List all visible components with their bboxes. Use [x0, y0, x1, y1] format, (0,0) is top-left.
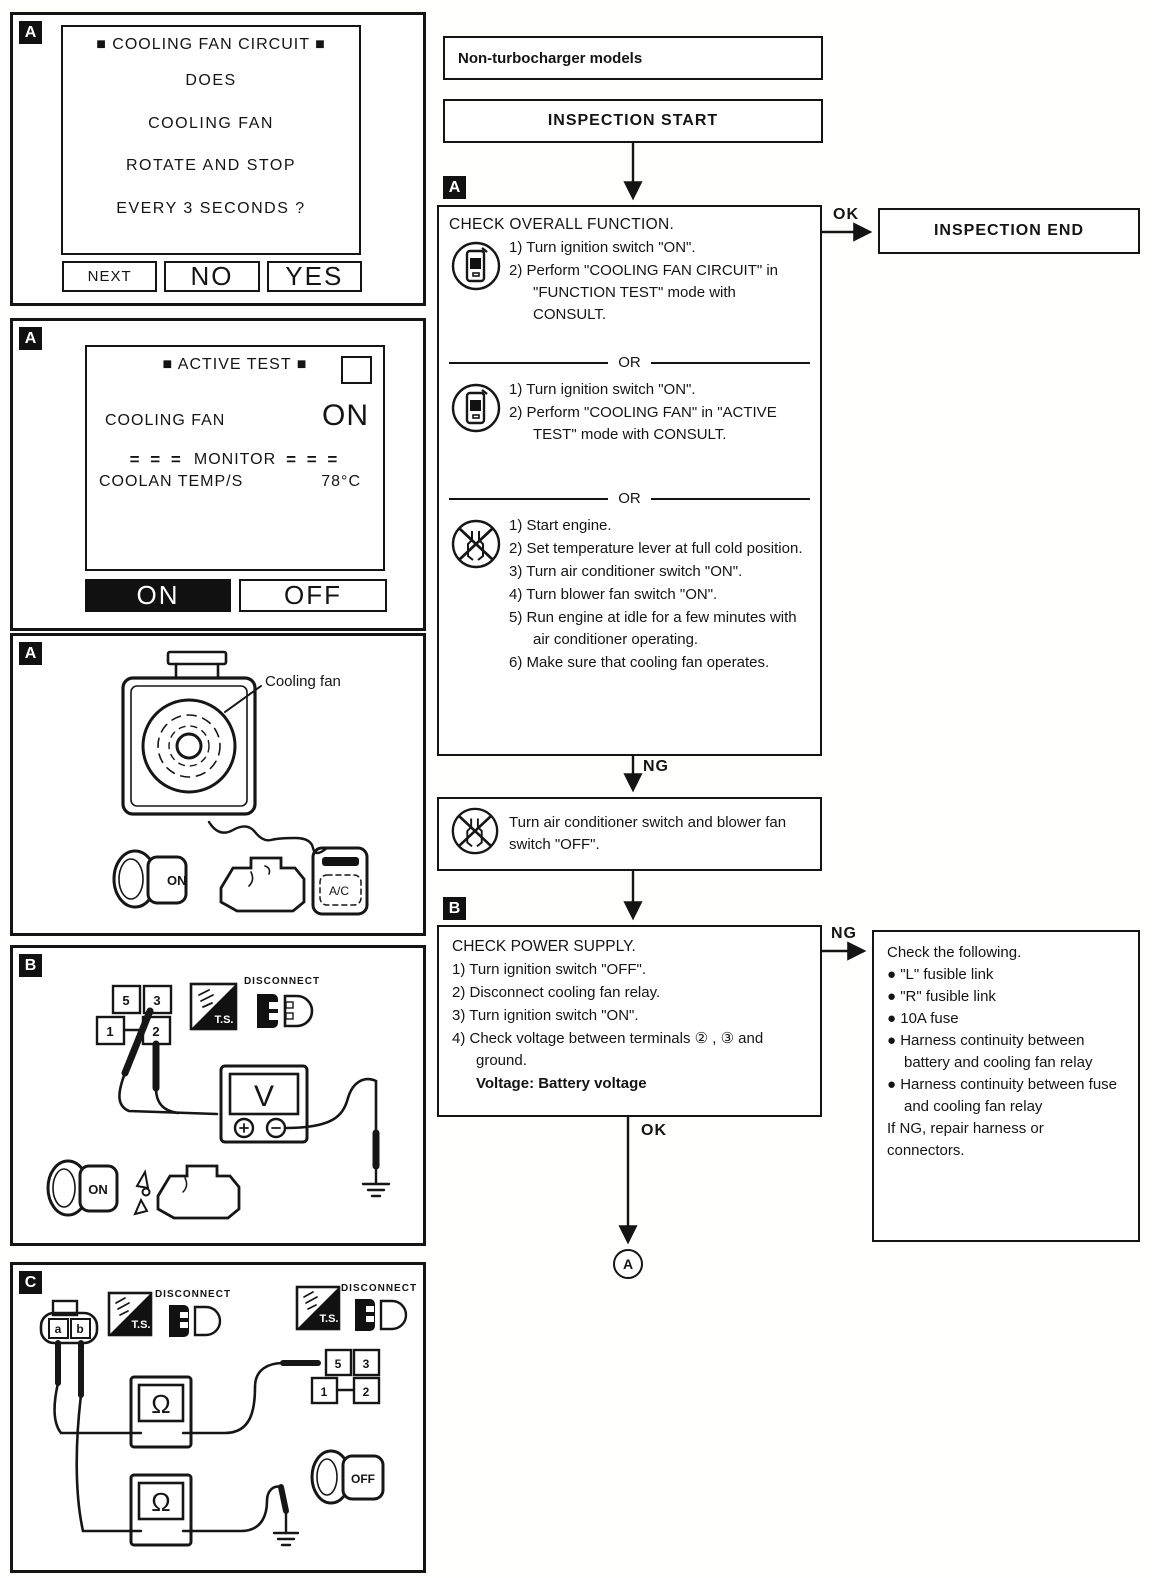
- ground-icon: [363, 1166, 389, 1196]
- test-probe-icon: [281, 1487, 286, 1511]
- voltage-check-panel: [10, 945, 426, 1246]
- yes-button: YES: [267, 261, 362, 292]
- or-separator: OR: [618, 490, 641, 507]
- monitor-row-name: COOLAN TEMP/S: [99, 473, 244, 490]
- panel-marker: A: [19, 21, 42, 44]
- ng-label: NG: [643, 758, 669, 775]
- cooling-fan-illustration-panel: [10, 633, 426, 936]
- procedure-step: 2) Perform "COOLING FAN" in "ACTIVE TEST" mode with CONSULT.: [509, 404, 777, 443]
- monitor-row-value: 78°C: [321, 473, 361, 490]
- ac-switch-icon: [313, 848, 367, 914]
- check-following-title: Check the following.: [887, 944, 1022, 961]
- screen-line: COOLING FAN: [148, 114, 274, 132]
- procedure-step: 3) Turn ignition switch "ON".: [452, 1007, 639, 1024]
- voltage-result: Voltage: Battery voltage: [476, 1075, 647, 1092]
- check-overall-function-box: [437, 205, 822, 756]
- ok-label: OK: [641, 1122, 667, 1139]
- flow-marker-b: B: [443, 897, 466, 920]
- test-item-label: COOLING FAN: [105, 412, 226, 429]
- ts-label: T.S.: [319, 1313, 339, 1325]
- consult-screen: [85, 345, 385, 571]
- consult-active-test-panel: [10, 318, 426, 631]
- consult-icon: [449, 239, 503, 293]
- cooling-fan-callout: Cooling fan: [265, 673, 341, 690]
- handwriting-squiggle: [209, 822, 327, 853]
- procedure-step: 3) Turn air conditioner switch "ON".: [509, 563, 743, 580]
- procedure-step: 4) Turn blower fan switch "ON".: [509, 586, 718, 603]
- check-power-supply-box: [437, 925, 822, 1117]
- check-item: ● Harness continuity between fuse and cooling fan relay: [887, 1076, 1118, 1115]
- check-following-footer: If NG, repair harness or connectors.: [887, 1120, 1044, 1159]
- flow-marker-a: A: [443, 176, 466, 199]
- inspection-start-box: [443, 99, 823, 143]
- node-b-title: CHECK POWER SUPPLY.: [452, 938, 636, 955]
- terminal-5: 5: [334, 1357, 342, 1371]
- procedure-step: 4) Check voltage between terminals ② , ③ and ground.: [452, 1030, 764, 1069]
- no-tools-icon: [449, 805, 501, 857]
- consult-function-test-panel: [10, 12, 426, 306]
- ac-off-text: Turn air conditioner switch and blower fan switch "OFF".: [509, 814, 787, 853]
- procedure-step: 2) Disconnect cooling fan relay.: [452, 984, 661, 1001]
- voltmeter-label: V: [253, 1080, 275, 1113]
- terminal-a: a: [54, 1322, 62, 1336]
- no-tools-icon: [449, 517, 503, 571]
- or-separator: OR: [618, 354, 641, 371]
- continuity-check-panel: [10, 1262, 426, 1573]
- check-item: ● "L" fusible link: [887, 966, 994, 983]
- disconnect-label: DISCONNECT: [243, 976, 321, 987]
- consult-screen: [61, 25, 361, 255]
- divider-bars: = = =: [286, 450, 341, 469]
- ohmmeter-label: Ω: [151, 1389, 171, 1419]
- panel-marker: A: [19, 327, 42, 350]
- test-probe-icon: [125, 1011, 150, 1073]
- disconnect-connector-icon: [257, 994, 312, 1028]
- procedure-step: 2) Set temperature lever at full cold position.: [509, 540, 803, 557]
- disconnect-connector-icon: [169, 1305, 220, 1337]
- node-a-title: CHECK OVERALL FUNCTION.: [449, 216, 675, 233]
- inspection-start-label: INSPECTION START: [547, 112, 719, 129]
- ohmmeter-label: Ω: [151, 1487, 171, 1517]
- monitor-label: MONITOR: [193, 451, 277, 468]
- key-off-label: OFF: [351, 1472, 375, 1486]
- procedure-step: 1) Turn ignition switch "ON".: [509, 239, 696, 256]
- terminal-3: 3: [153, 993, 161, 1008]
- terminal-5: 5: [122, 993, 130, 1008]
- continuity-check-diagram: [13, 1265, 417, 1564]
- test-item-value: ON: [322, 399, 369, 432]
- procedure-step: 5) Run engine at idle for a few minutes with air conditioner operating.: [509, 609, 797, 648]
- procedure-step: 1) Start engine.: [509, 517, 612, 534]
- terminal-b: b: [76, 1322, 84, 1336]
- next-button: NEXT: [62, 261, 157, 292]
- procedure-step: 2) Perform "COOLING FAN CIRCUIT" in "FUNCTION TEST" mode with CONSULT.: [509, 262, 779, 323]
- check-item: ● 10A fuse: [887, 1010, 959, 1027]
- screen-title: ■ COOLING FAN CIRCUIT ■: [96, 36, 326, 53]
- on-button: ON: [85, 579, 231, 612]
- ground-icon: [274, 1511, 298, 1545]
- engine-fan-icon: [135, 1166, 239, 1218]
- goto-connector-a: A: [613, 1249, 643, 1279]
- cooling-fan-illustration: [13, 636, 417, 927]
- screen-checkbox-icon: [341, 356, 372, 384]
- off-button: OFF: [239, 579, 387, 612]
- divider-bars: = = =: [129, 450, 184, 469]
- ok-label: OK: [833, 206, 859, 223]
- terminal-1: 1: [320, 1385, 328, 1399]
- disconnect-label: DISCONNECT: [154, 1289, 232, 1300]
- voltage-check-diagram: [13, 948, 417, 1237]
- terminal-1: 1: [106, 1024, 114, 1039]
- engine-icon: [221, 858, 304, 911]
- screen-line: EVERY 3 SECONDS ?: [116, 199, 306, 217]
- screen-line: ROTATE AND STOP: [125, 157, 297, 175]
- ac-off-box: [437, 797, 822, 871]
- screen-title: ■ ACTIVE TEST ■: [162, 356, 308, 373]
- check-item: ● Harness continuity between battery and cooling fan relay: [887, 1032, 1093, 1071]
- fan-bracket-icon: [168, 652, 226, 664]
- consult-icon: [449, 381, 503, 435]
- fan-motor-connector-icon: [41, 1301, 97, 1343]
- check-following-box: [872, 930, 1140, 1242]
- ts-label: T.S.: [131, 1319, 151, 1331]
- ts-label: T.S.: [214, 1014, 234, 1026]
- terminal-2: 2: [152, 1024, 160, 1039]
- model-note: Non-turbocharger models: [458, 49, 643, 67]
- disconnect-connector-icon: [355, 1299, 406, 1331]
- ac-label: A/C: [329, 884, 350, 898]
- terminal-3: 3: [362, 1357, 370, 1371]
- ng-label: NG: [831, 925, 857, 942]
- model-note-box: [443, 36, 823, 80]
- panel-marker: B: [19, 954, 42, 977]
- check-item: ● "R" fusible link: [887, 988, 996, 1005]
- panel-marker: C: [19, 1271, 42, 1294]
- key-on-label: ON: [167, 873, 187, 888]
- screen-line: DOES: [185, 72, 237, 90]
- procedure-step: 1) Turn ignition switch "ON".: [509, 381, 696, 398]
- panel-marker: A: [19, 642, 42, 665]
- no-button: NO: [164, 261, 259, 292]
- procedure-step: 1) Turn ignition switch "OFF".: [452, 961, 647, 978]
- inspection-end-box: [878, 208, 1140, 254]
- procedure-step: 6) Make sure that cooling fan operates.: [509, 654, 770, 671]
- inspection-end-label: INSPECTION END: [933, 222, 1084, 239]
- key-on-label: ON: [88, 1182, 108, 1197]
- terminal-2: 2: [362, 1385, 370, 1399]
- disconnect-label: DISCONNECT: [340, 1283, 417, 1294]
